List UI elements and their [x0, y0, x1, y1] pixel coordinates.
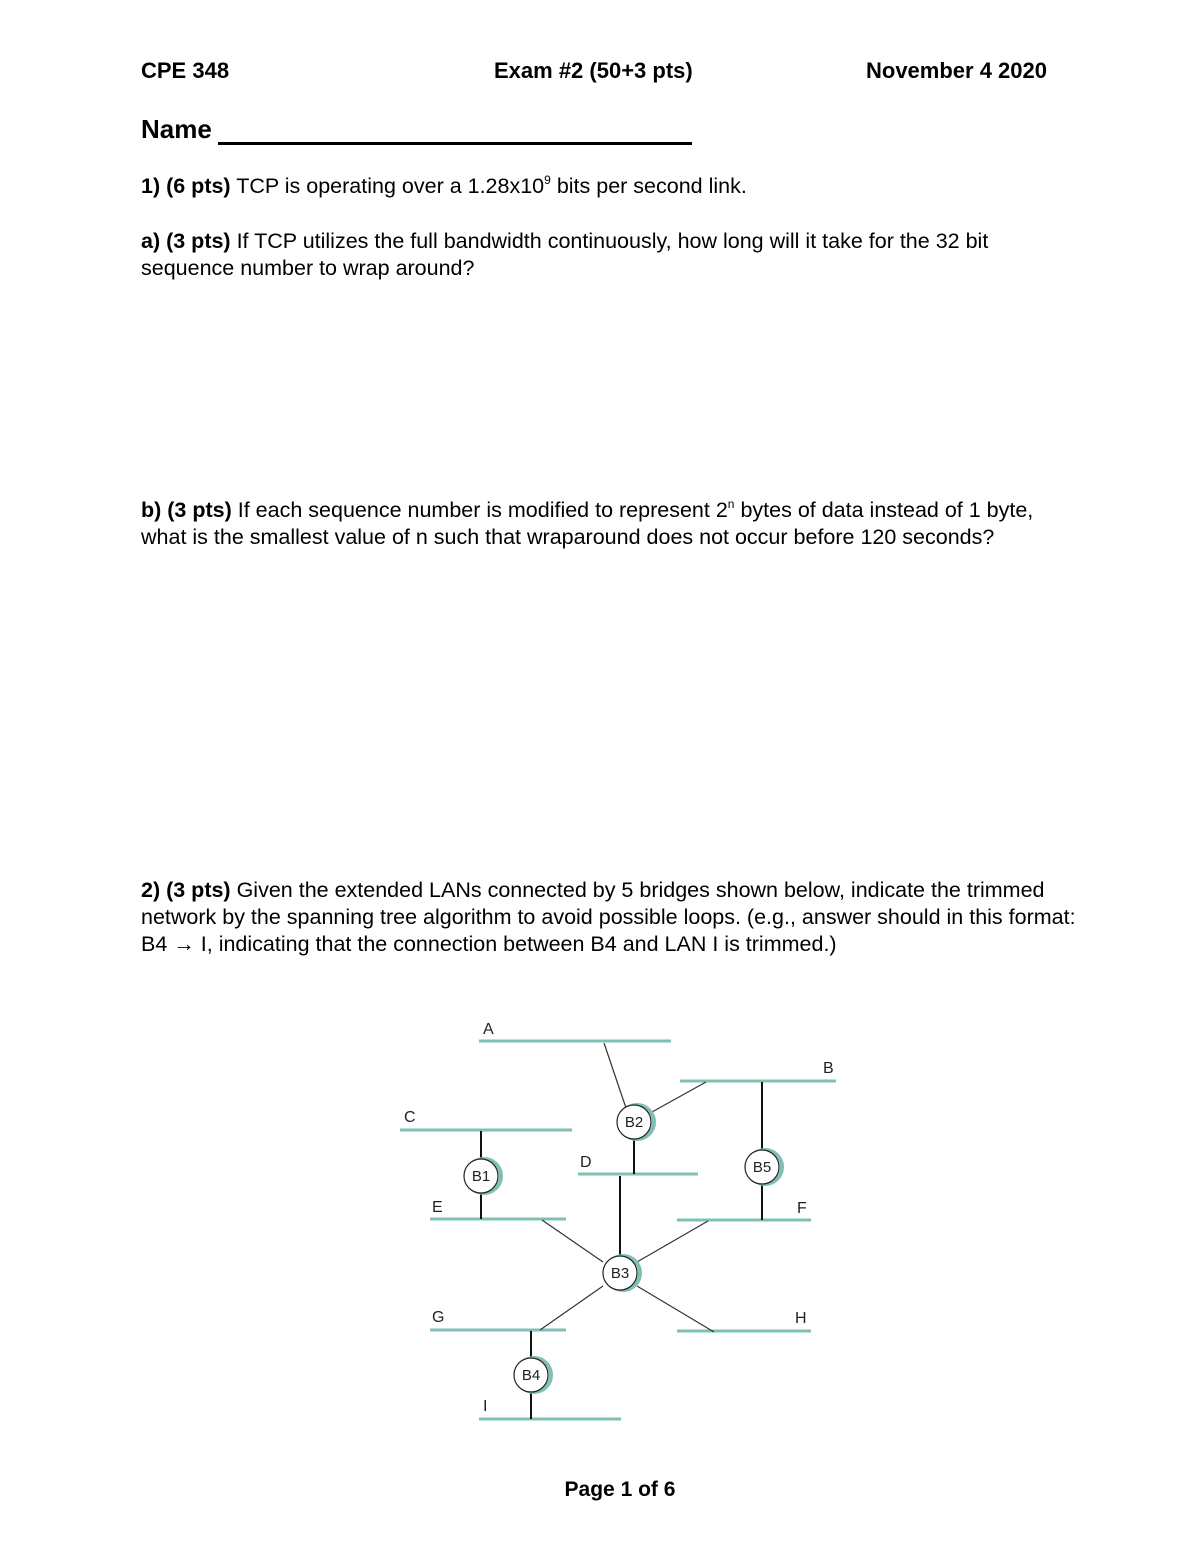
exam-date: November 4 2020 [866, 58, 1047, 83]
wire-b3-g [540, 1286, 603, 1330]
lan-f-label: F [797, 1200, 807, 1217]
course-code: CPE 348 [141, 58, 230, 83]
bridge-b4-label: B4 [521, 1367, 541, 1384]
question-1-exponent: 9 [544, 173, 551, 187]
wire-b-b2 [652, 1082, 706, 1112]
lan-g-label: G [432, 1309, 445, 1326]
page-footer: Page 1 of 6 [564, 1478, 676, 1501]
lan-h-label: H [795, 1310, 807, 1327]
wire-f-b3 [637, 1221, 708, 1262]
lan-c-label: C [404, 1109, 416, 1126]
bridge-b3-label: B3 [610, 1265, 630, 1282]
lan-i-label: I [483, 1398, 488, 1415]
question-1b-text-post: bytes of data instead of 1 byte, what is the smallest value of n such that wraparound does not occur before 120 seconds? [141, 498, 1034, 549]
bridge-b5 [745, 1150, 782, 1184]
lan-b-label: B [823, 1060, 834, 1077]
bridge-b2-label: B2 [624, 1114, 644, 1131]
bridge-b2 [617, 1105, 654, 1139]
lan-a-label: A [483, 1021, 494, 1038]
right-arrow-icon: → [173, 932, 195, 956]
question-2-label: 2) (3 pts) [141, 878, 231, 902]
bridge-b4 [514, 1358, 551, 1392]
lan-d-label: D [580, 1154, 592, 1171]
question-1-text-pre: TCP is operating over a 1.28x10 [236, 174, 545, 198]
name-label: Name [141, 114, 212, 144]
wire-a-b2 [604, 1043, 626, 1108]
wire-b3-h [637, 1286, 714, 1332]
question-1-label: 1) (6 pts) [141, 174, 231, 198]
bridge-b1 [464, 1159, 501, 1193]
question-1-text-post: bits per second link. [556, 174, 747, 198]
question-1b-label: b) (3 pts) [141, 498, 232, 522]
question-1a-text: If TCP utilizes the full bandwidth continuously, how long will it take for the 32 bit sequence number to wrap around? [141, 229, 989, 280]
wire-e-b3 [542, 1220, 603, 1262]
question-2-text-post: I, indicating that the connection between B4 and LAN I is trimmed.) [200, 932, 837, 956]
bridge-b1-label: B1 [471, 1168, 491, 1185]
lan-e-label: E [432, 1199, 443, 1216]
question-1a-label: a) (3 pts) [141, 229, 231, 253]
question-2-text-pre: Given the extended LANs connected by 5 bridges shown below, indicate the trimmed network by the spanning tree algorithm to avoid possible loops. (e.g., answer should in this format: B4 [141, 878, 1076, 956]
bridge-b3 [603, 1256, 640, 1290]
question-1b-text-pre: If each sequence number is modified to represent 2 [237, 498, 728, 522]
exam-title: Exam #2 (50+3 pts) [494, 58, 693, 83]
question-1b-exponent: n [727, 497, 735, 511]
bridge-b5-label: B5 [752, 1159, 772, 1176]
